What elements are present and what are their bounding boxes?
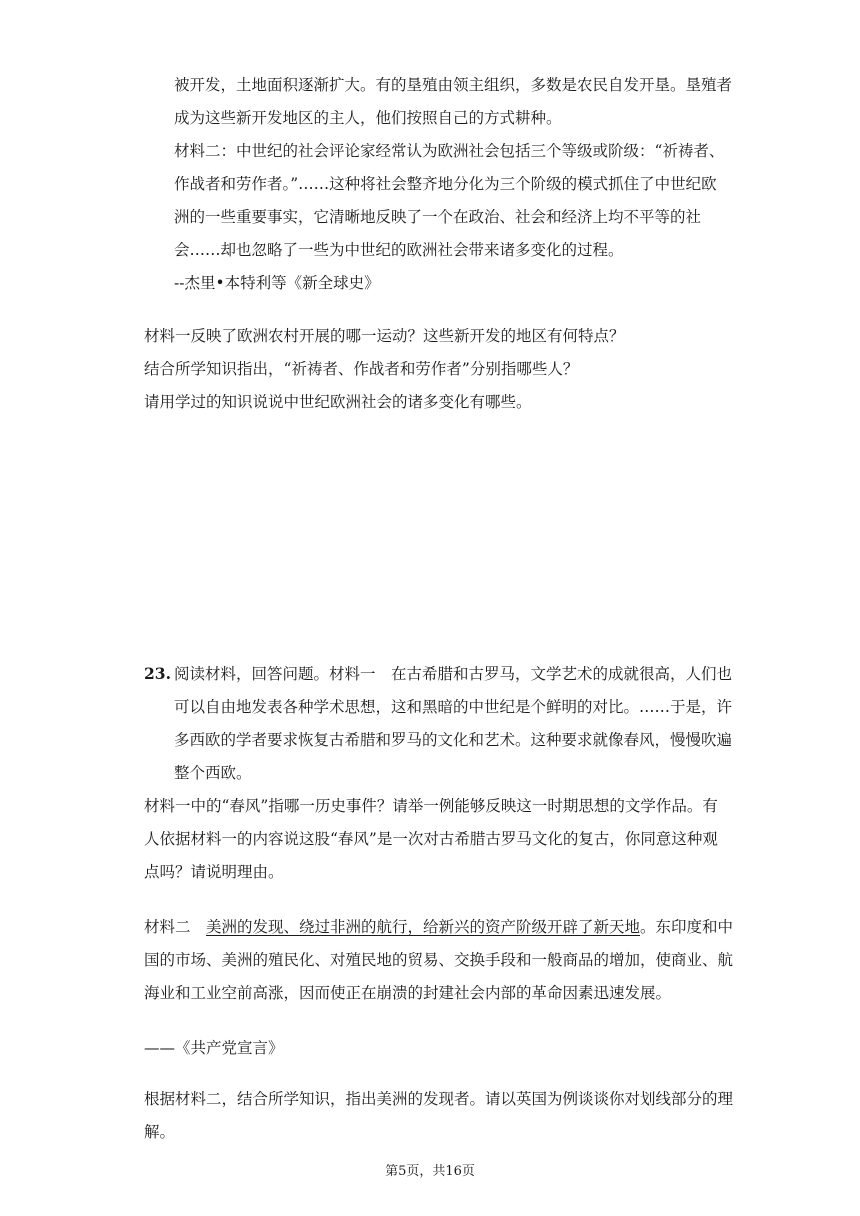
page-footer: 第5页，共16页 [385, 1164, 475, 1179]
material-line: 海业和工业空前高涨，因而使正在崩溃的封建社会内部的革命因素迅速发展。 [144, 984, 672, 1002]
question-line: 请用学过的知识说说中世纪欧洲社会的诸多变化有哪些。 [144, 393, 532, 411]
question-intro: 阅读材料，回答问题。材料一 在古希腊和古罗马，文学艺术的成就很高，人们也 [174, 665, 733, 683]
material2-first-line [144, 917, 733, 937]
material-line: 材料二：中世纪的社会评论家经常认为欧洲社会包括三个等级或阶级：“祈祷者、 [174, 142, 725, 160]
material-line: 国的市场、美洲的殖民化、对殖民地的贸易、交换手段和一般商品的增加，使商业、航 [144, 951, 734, 969]
question-line: 材料一反映了欧洲农村开展的哪一运动？这些新开发的地区有何特点？ [144, 327, 625, 345]
question-line: 结合所学知识指出，“祈祷者、作战者和劳作者”分别指哪些人？ [144, 360, 579, 378]
material-source: ——《共产党宣言》 [144, 1039, 284, 1057]
question-line: 材料一中的“春风”指哪一历史事件？请举一例能够反映这一时期思想的文学作品。有 [144, 797, 718, 815]
material-line: 被开发，土地面积逐渐扩大。有的垦殖由领主组织，多数是农民自发开垦。垦殖者 [174, 76, 733, 94]
material-line: 整个西欧。 [174, 764, 252, 782]
material-line: 洲的一些重要事实，它清晰地反映了一个在政治、社会和经济上均不平等的社 [174, 208, 702, 226]
question-line: 点吗？请说明理由。 [144, 863, 284, 881]
question-line: 人依据材料一的内容说这股“春风”是一次对古希腊古罗马文化的复古，你同意这种观 [144, 830, 718, 848]
material2-prefix: 材料二 [144, 918, 207, 936]
material-line: 作战者和劳作者。”……这种将社会整齐地分化为三个阶级的模式抓住了中世纪欧 [174, 175, 717, 193]
question-line: 根据材料二，结合所学知识，指出美洲的发现者。请以英国为例谈谈你对划线部分的理 [144, 1090, 734, 1108]
material2-rest: 。东印度和中 [640, 918, 734, 936]
material-line: 可以自由地发表各种学术思想，这和黑暗的中世纪是个鲜明的对比。……于是，许 [174, 698, 733, 716]
underlined-text: 美洲的发现、绕过非洲的航行，给新兴的资产阶级开辟了新天地 [206, 918, 641, 936]
material-line: 成为这些新开发地区的主人，他们按照自己的方式耕种。 [174, 109, 562, 127]
question-number: 23. [144, 664, 171, 683]
material-line: 会……却也忽略了一些为中世纪的欧洲社会带来诸多变化的过程。 [174, 241, 624, 259]
material-source: --杰里•本特利等《新全球史》 [174, 274, 380, 292]
question-line: 解。 [144, 1123, 176, 1141]
material-line: 多西欧的学者要求恢复古希腊和罗马的文化和艺术。这种要求就像春风，慢慢吹遍 [174, 731, 733, 749]
